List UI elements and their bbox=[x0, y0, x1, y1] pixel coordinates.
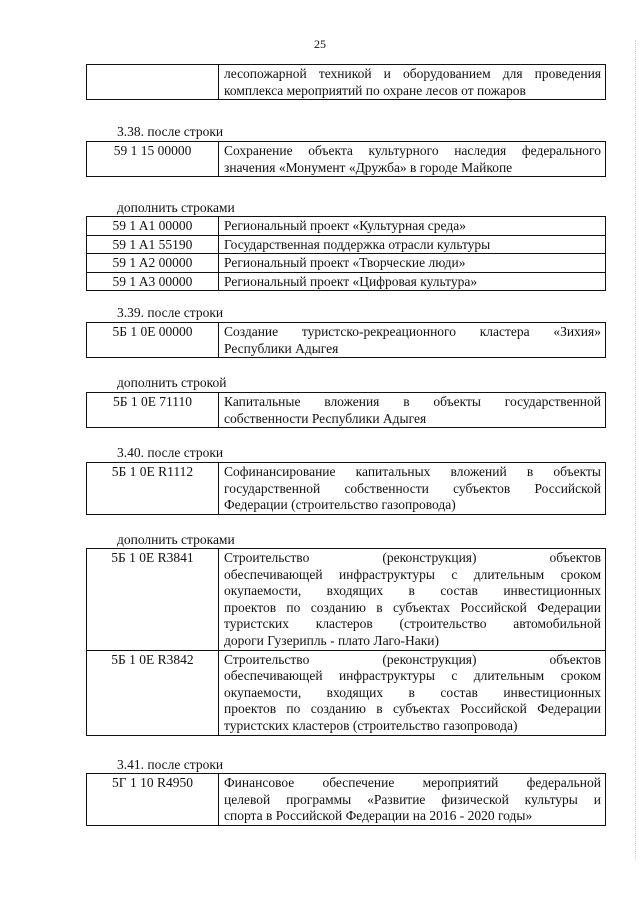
code-cell: 5Б 1 0Е R1112 bbox=[87, 463, 219, 515]
code-cell: 5Б 1 0Е R3842 bbox=[87, 650, 219, 735]
name-line: Финансовое обеспечение мероприятий федеральной bbox=[224, 775, 601, 790]
section-heading-3-40: 3.40. после строки bbox=[117, 445, 224, 460]
name-line: Капитальные вложения в объекты государственной bbox=[224, 394, 601, 409]
name-line: Региональный проект «Культурная среда» bbox=[224, 218, 466, 233]
table-continuation bbox=[86, 64, 606, 100]
section-heading-3-38-add: дополнить строками bbox=[117, 200, 235, 215]
page-number: 25 bbox=[314, 37, 326, 51]
name-cell bbox=[219, 650, 606, 735]
name-line: целевой программы «Развитие физической культуры и bbox=[224, 791, 601, 807]
name-line: комплекса мероприятий по охране лесов от пожаров bbox=[224, 82, 526, 98]
code-cell: 59 1 A3 00000 bbox=[87, 272, 219, 291]
name-cell bbox=[219, 463, 606, 515]
name-line: Создание туристско-рекреационного кластера «Зихия» bbox=[224, 324, 601, 339]
name-line: лесопожарной техникой и оборудованием для проведения bbox=[224, 66, 601, 81]
table-3-40 bbox=[86, 462, 606, 515]
name-line: проектов по созданию в субъектах Российской Федерации bbox=[224, 599, 601, 615]
name-line: значения «Монумент «Дружба» в городе Майкопе bbox=[224, 159, 513, 175]
code-cell: 5Б 1 0Е R3841 bbox=[87, 549, 219, 651]
table-3-39-add bbox=[86, 392, 606, 428]
name-line: туристских кластеров (строительство автомобильной bbox=[224, 616, 601, 632]
name-line: Региональный проект «Творческие люди» bbox=[224, 255, 466, 271]
table-row bbox=[87, 272, 606, 291]
name-line: Республики Адыгея bbox=[224, 340, 339, 356]
name-line: Государственная поддержка отрасли культуры bbox=[224, 236, 491, 252]
name-line: Сохранение объекта культурного наследия федерального bbox=[224, 143, 601, 158]
table-3-38 bbox=[86, 141, 606, 177]
name-cell bbox=[219, 393, 606, 428]
section-heading-3-38: 3.38. после строки bbox=[117, 124, 224, 139]
name-line: Региональный проект «Цифровая культура» bbox=[224, 273, 478, 289]
name-line: Строительство (реконструкция) объектов bbox=[224, 550, 601, 565]
name-line: обеспечивающей инфраструктуры с длительным сроком bbox=[224, 668, 601, 684]
name-line: государственной собственности субъектов Российской bbox=[224, 480, 601, 496]
name-cell bbox=[219, 235, 606, 254]
section-heading-3-40-add: дополнить строками bbox=[117, 532, 235, 547]
name-line: окупаемости, входящих в состав инвестиционных bbox=[224, 583, 601, 599]
code-cell: 5Б 1 0Е 00000 bbox=[87, 323, 219, 358]
name-cell bbox=[219, 549, 606, 651]
scan-edge-marks bbox=[632, 40, 636, 860]
code-cell: 59 1 A1 55190 bbox=[87, 235, 219, 254]
table-row bbox=[87, 65, 606, 100]
code-cell: 59 1 A1 00000 bbox=[87, 217, 219, 236]
table-row bbox=[87, 323, 606, 358]
table-row bbox=[87, 235, 606, 254]
name-cell bbox=[219, 65, 606, 100]
table-row bbox=[87, 463, 606, 515]
table-3-39 bbox=[86, 322, 606, 358]
name-line: проектов по созданию в субъектах Российской Федерации bbox=[224, 701, 601, 717]
table-3-38-add bbox=[86, 216, 606, 291]
name-line: окупаемости, входящих в состав инвестиционных bbox=[224, 684, 601, 700]
name-cell bbox=[219, 323, 606, 358]
table-row bbox=[87, 254, 606, 273]
table-row bbox=[87, 217, 606, 236]
name-line: собственности Республики Адыгея bbox=[224, 410, 427, 426]
name-line: туристских кластеров (строительство газопровода) bbox=[224, 717, 518, 733]
table-row bbox=[87, 142, 606, 177]
name-line: обеспечивающей инфраструктуры с длительным сроком bbox=[224, 566, 601, 582]
table-row bbox=[87, 393, 606, 428]
table-row bbox=[87, 650, 606, 735]
table-3-41 bbox=[86, 773, 606, 826]
code-cell: 59 1 15 00000 bbox=[87, 142, 219, 177]
name-line: спорта в Российской Федерации на 2016 - 2020 годы» bbox=[224, 808, 533, 824]
table-3-40-add bbox=[86, 548, 606, 736]
name-line: Строительство (реконструкция) объектов bbox=[224, 651, 601, 667]
name-line: Софинансирование капитальных вложений в объекты bbox=[224, 464, 601, 479]
code-cell: 5Б 1 0Е 71110 bbox=[87, 393, 219, 428]
name-cell bbox=[219, 254, 606, 273]
name-line: дороги Гузерипль - плато Лаго-Наки) bbox=[224, 632, 440, 648]
name-cell bbox=[219, 217, 606, 236]
table-row bbox=[87, 774, 606, 826]
section-heading-3-41: 3.41. после строки bbox=[117, 757, 224, 772]
table-row bbox=[87, 549, 606, 651]
code-cell: 5Г 1 10 R4950 bbox=[87, 774, 219, 826]
code-cell: 59 1 A2 00000 bbox=[87, 254, 219, 273]
name-cell bbox=[219, 774, 606, 826]
section-heading-3-39: 3.39. после строки bbox=[117, 305, 224, 320]
name-cell bbox=[219, 272, 606, 291]
code-cell bbox=[87, 65, 219, 100]
section-heading-3-39-add: дополнить строкой bbox=[117, 375, 227, 390]
name-line: Федерации (строительство газопровода) bbox=[224, 497, 456, 513]
name-cell bbox=[219, 142, 606, 177]
